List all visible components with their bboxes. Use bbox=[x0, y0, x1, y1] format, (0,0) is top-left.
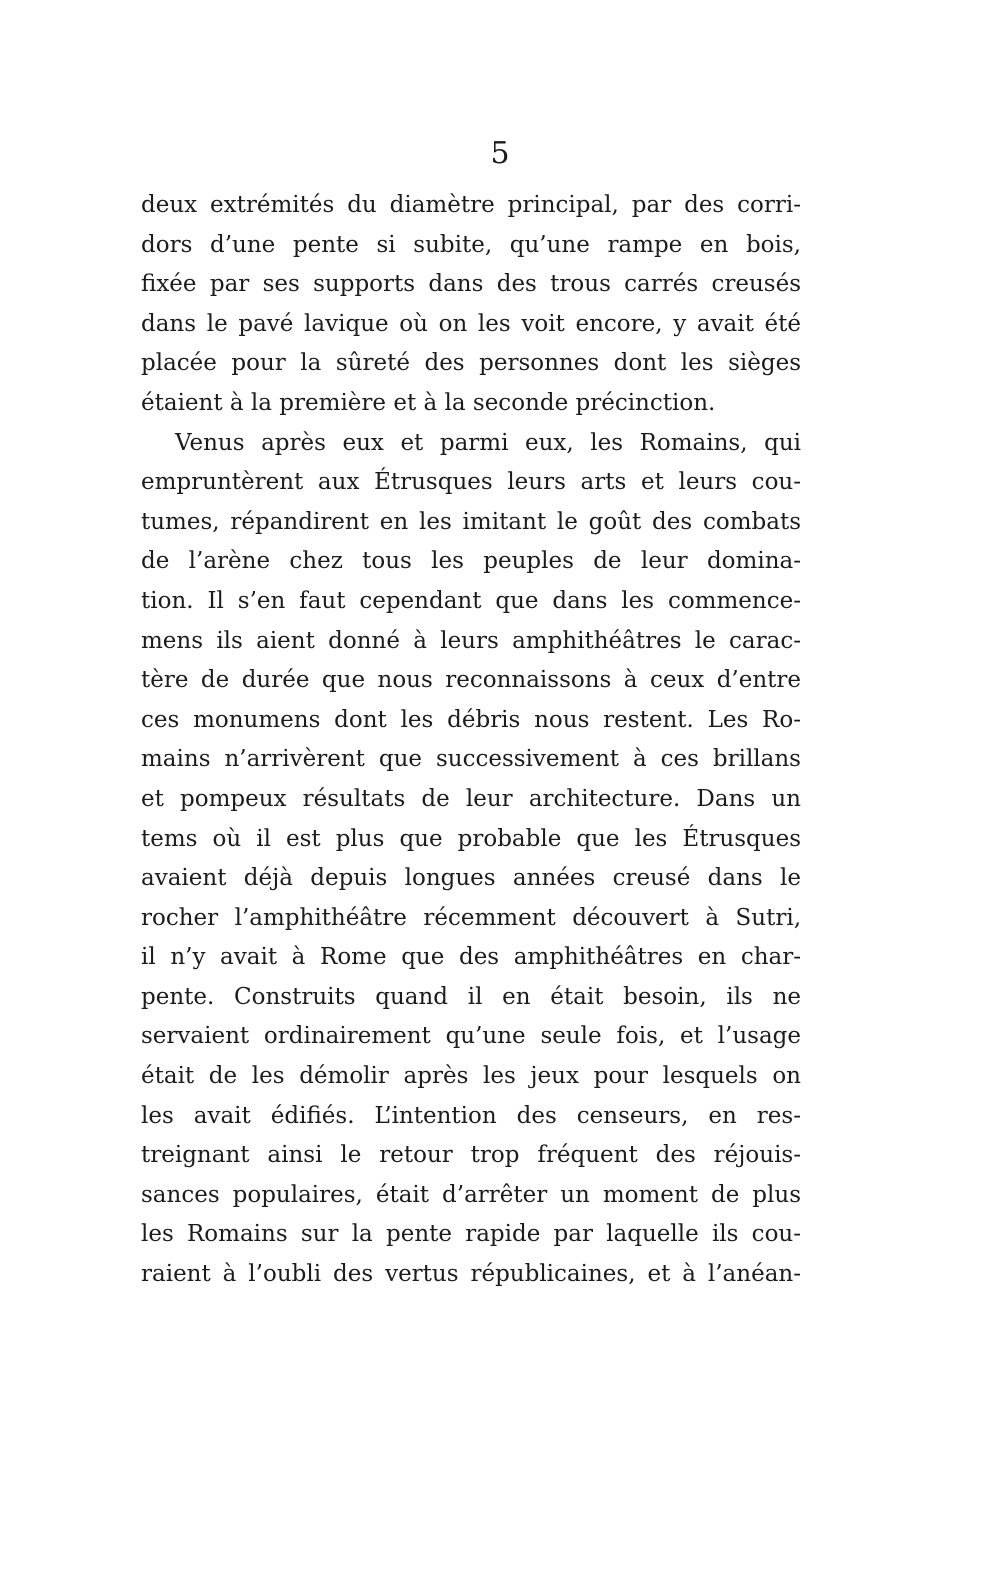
page-number: 5 bbox=[490, 136, 510, 171]
text-line: pente. Construits quand il en était besoin, ils ne bbox=[141, 983, 801, 1010]
text-line: tion. Il s’en faut cependant que dans les commence- bbox=[141, 587, 801, 614]
text-line: il n’y avait à Rome que des amphithéâtres en char- bbox=[141, 944, 801, 971]
text-line: dors d’une pente si subite, qu’une rampe en bois, bbox=[141, 231, 801, 258]
text-line: les Romains sur la pente rapide par laquelle ils cou- bbox=[141, 1221, 801, 1248]
text-line: mains n’arrivèrent que successivement à ces brillans bbox=[141, 746, 801, 773]
text-line: empruntèrent aux Étrusques leurs arts et leurs cou- bbox=[141, 469, 801, 496]
text-line: Venus après eux et parmi eux, les Romains, qui bbox=[175, 429, 801, 456]
text-line: tems où il est plus que probable que les Étrusques bbox=[141, 825, 801, 852]
text-line: sances populaires, était d’arrêter un moment de plus bbox=[141, 1181, 801, 1208]
text-line: treignant ainsi le retour trop fréquent des réjouis- bbox=[141, 1142, 801, 1169]
text-line: avaient déjà depuis longues années creusé dans le bbox=[141, 865, 801, 892]
body-text bbox=[141, 186, 801, 1295]
text-line: ces monumens dont les débris nous restent. Les Ro- bbox=[141, 706, 801, 733]
text-line: deux extrémités du diamètre principal, par des corri- bbox=[141, 192, 801, 218]
text-line: tumes, répandirent en les imitant le goût des combats bbox=[141, 508, 801, 535]
text-line: et pompeux résultats de leur architecture. Dans un bbox=[141, 785, 801, 812]
text-line: tère de durée que nous reconnaissons à ceux d’entre bbox=[141, 667, 801, 694]
text-line: servaient ordinairement qu’une seule fois, et l’usage bbox=[141, 1023, 801, 1050]
text-line: était de les démolir après les jeux pour lesquels on bbox=[141, 1063, 801, 1090]
text-line: les avait édifiés. L’intention des censeurs, en res- bbox=[141, 1102, 801, 1129]
text-line: de l’arène chez tous les peuples de leur domina- bbox=[141, 548, 801, 575]
text-line: raient à l’oubli des vertus républicaines, et à l’anéan- bbox=[141, 1261, 801, 1288]
text-line: étaient à la première et à la seconde précinction. bbox=[141, 389, 716, 416]
text-line: rocher l’amphithéâtre récemment découvert à Sutri, bbox=[141, 904, 801, 931]
text-line: fixée par ses supports dans des trous carrés creusés bbox=[141, 271, 801, 298]
text-line: dans le pavé lavique où on les voit encore, y avait été bbox=[141, 310, 801, 337]
text-line: placée pour la sûreté des personnes dont les sièges bbox=[141, 350, 801, 377]
text-line: mens ils aient donné à leurs amphithéâtres le carac- bbox=[141, 627, 801, 654]
